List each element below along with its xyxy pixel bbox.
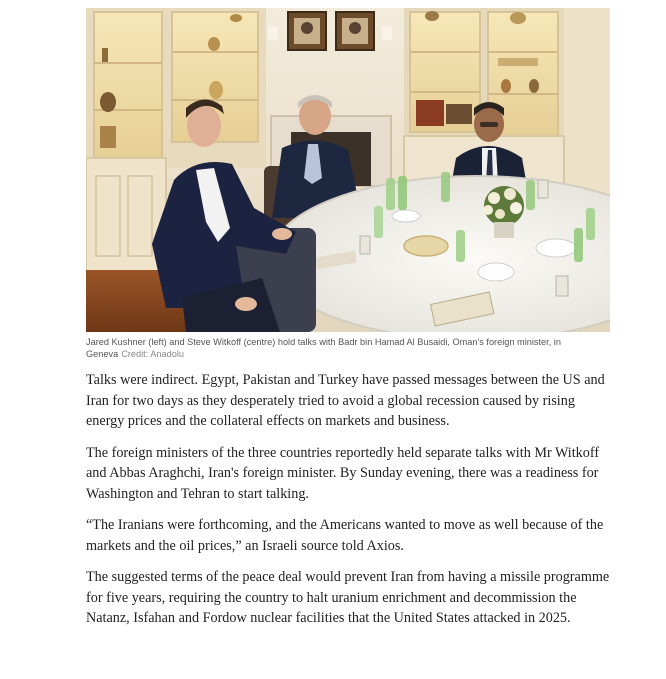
photo-caption — [86, 336, 586, 360]
photo-credit: Credit: Anadolu — [121, 349, 185, 359]
paragraph-1: Talks were indirect. Egypt, Pakistan and Turkey have passed messages between the US and Iran for two days as they desperately tried to avoid a global recession caused by rising energy prices and the collateral effects on markets and business. — [86, 372, 605, 429]
paragraph-3: “The Iranians were forthcoming, and the Americans wanted to move as well because of the markets and the oil prices,” an Israeli source told Axios. — [86, 517, 604, 554]
caption-text: Jared Kushner (left) and Steve Witkoff (centre) hold talks with Badr bin Hamad Al Busaidi, Oman's foreign minister, in Geneva — [86, 337, 561, 359]
article-photo — [86, 8, 610, 332]
paragraph-2: The foreign ministers of the three countries reportedly held separate talks with Mr Witkoff and Abbas Araghchi, Iran's foreign minister. By Sunday evening, there was a readiness for Washington and Tehran to start talking. — [86, 444, 600, 502]
article — [86, 8, 610, 629]
meeting-photo-illustration — [86, 8, 610, 332]
paragraph-4: The suggested terms of the peace deal would prevent Iran from having a missile programme for five years, requiring the country to halt uranium enrichment and decommission the Natanz, Isfahan and Fordow nuclear facilities that the United States attacked in 2025. — [86, 569, 610, 626]
